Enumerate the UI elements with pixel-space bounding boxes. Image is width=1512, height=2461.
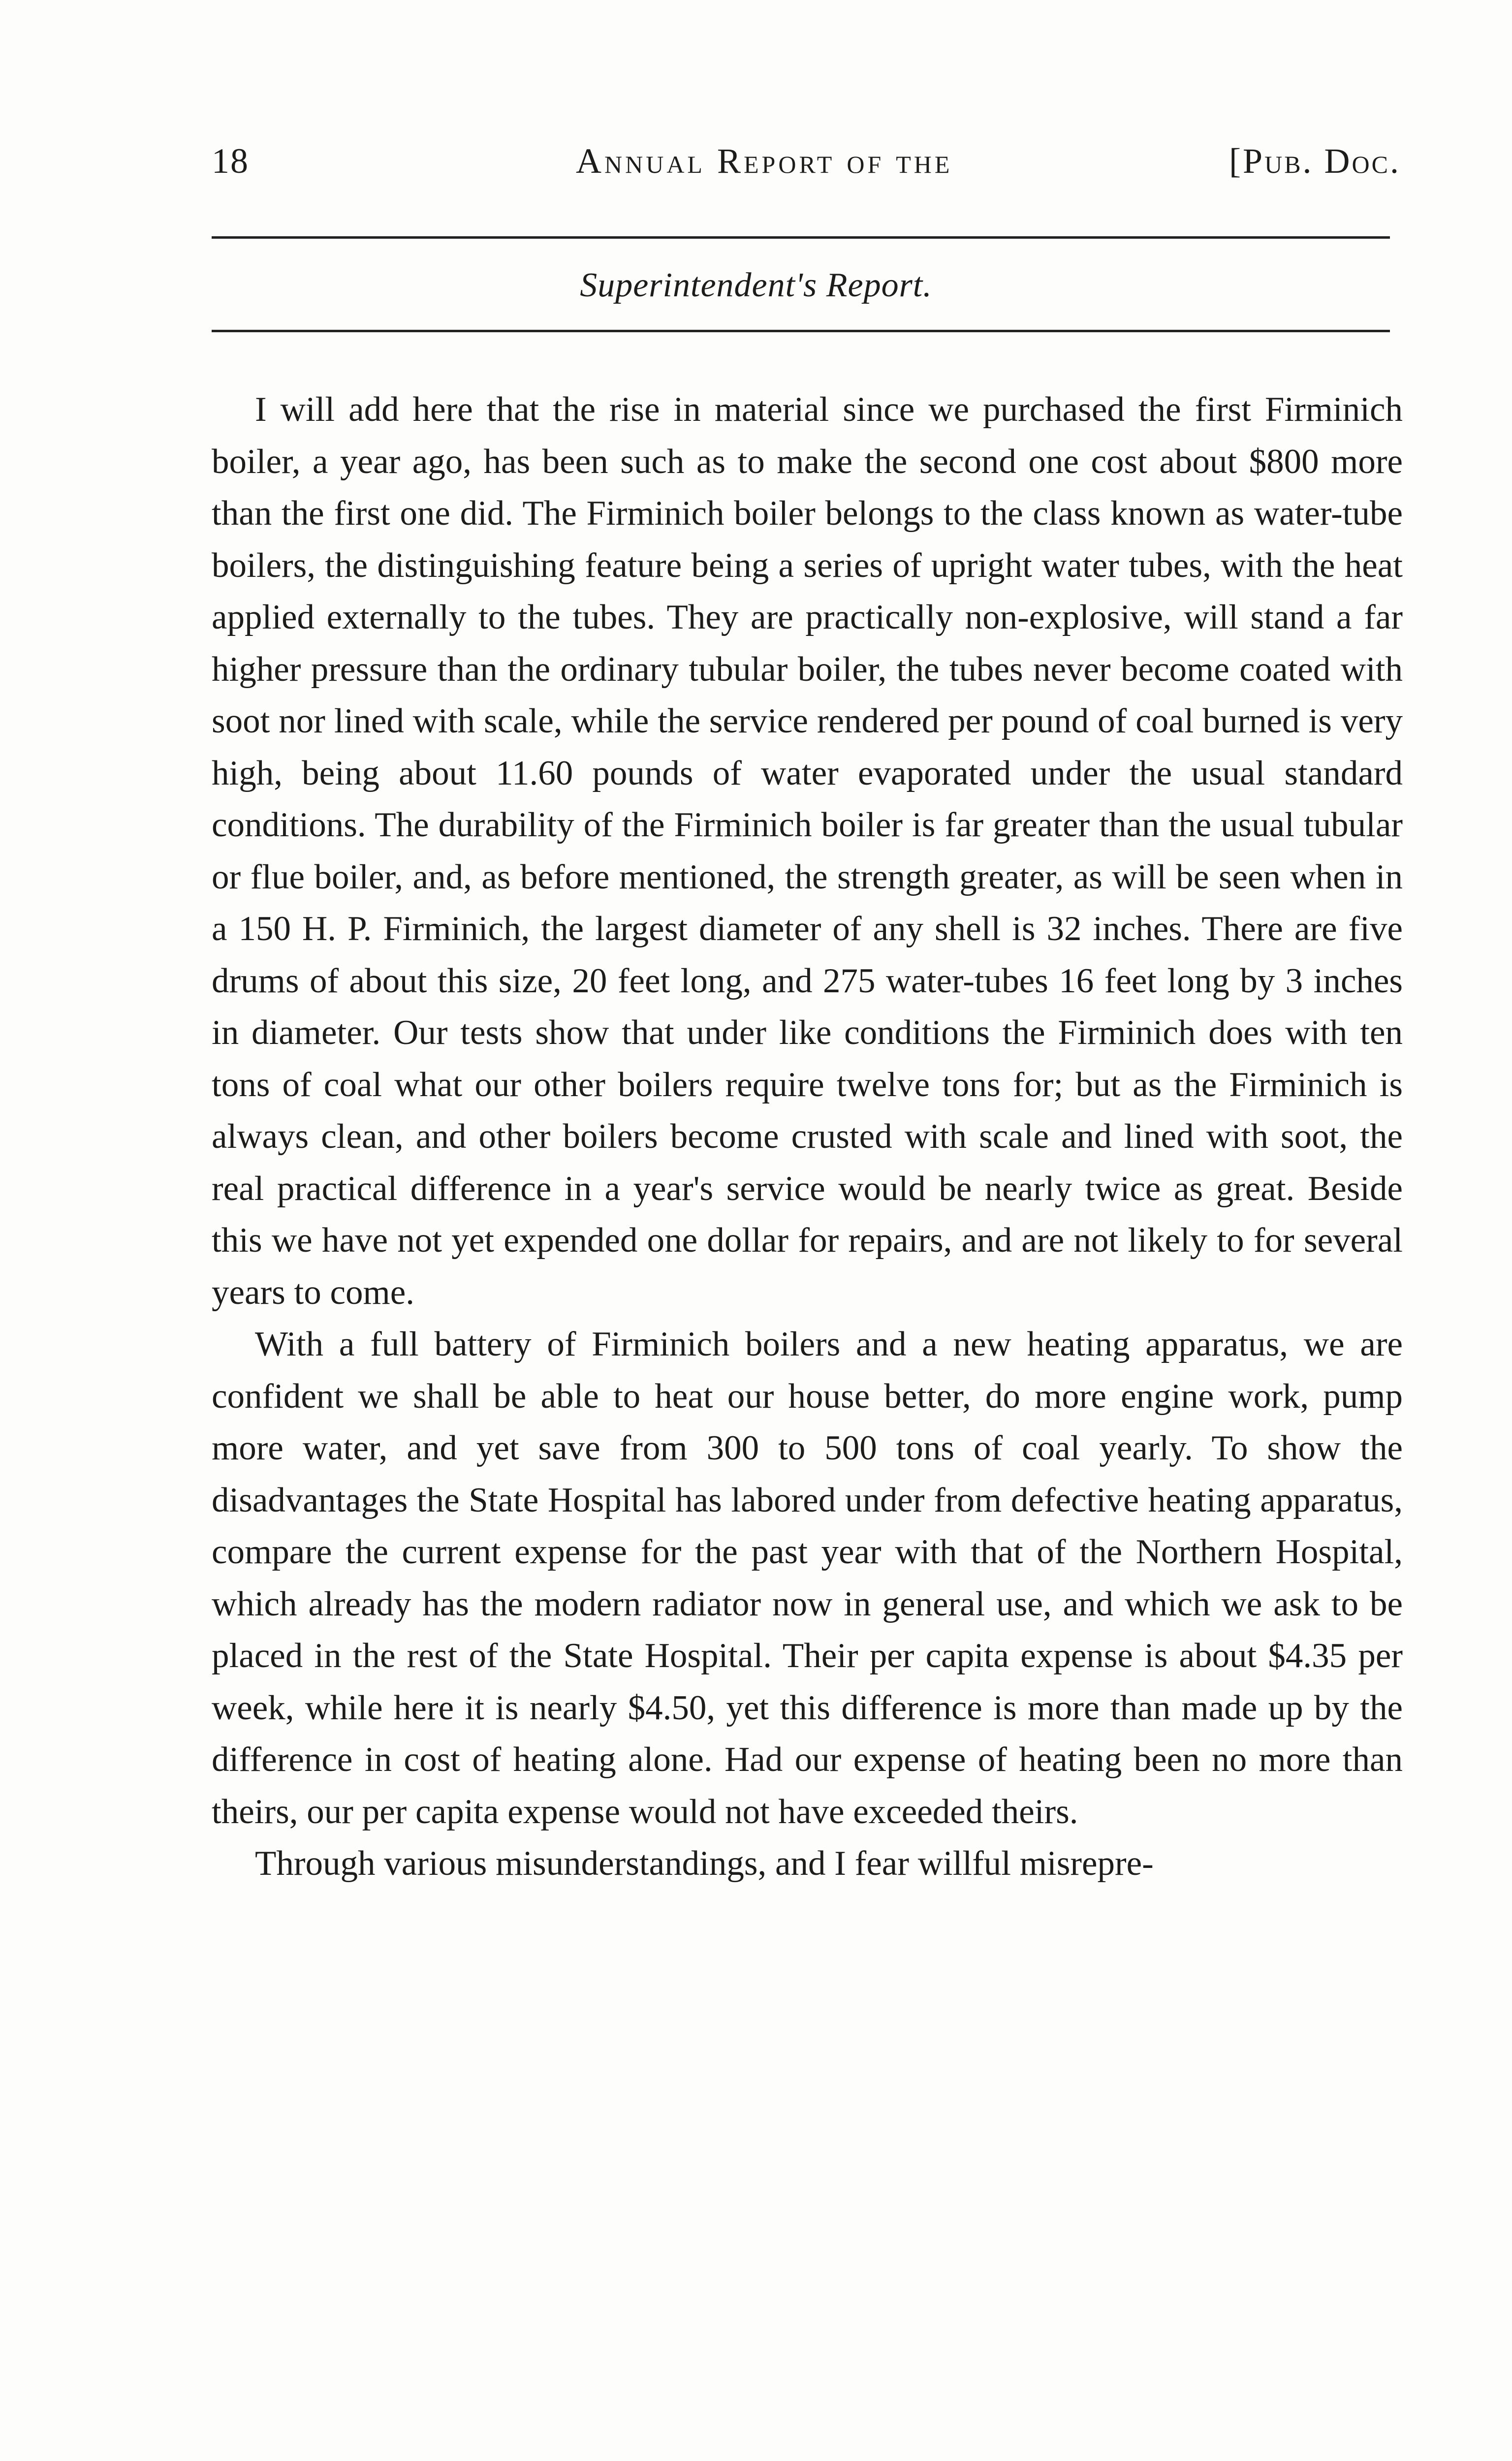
document-reference: [Pub. Doc. [1229, 141, 1401, 181]
page-number: 18 [212, 141, 249, 181]
section-title: Superintendent's Report. [580, 266, 932, 304]
running-head [212, 141, 1413, 195]
paragraph-boiler-description: I will add here that the rise in material since we purchased the first Firminich boiler, a year ago, has been such as to make the second one cost about $800 more than the first one did. The Firminich boiler belongs to the class known as water-tube boilers, the distinguishing feature being a series of upright water tubes, with the heat applied externally to the tubes. They are practically non-explosive, will stand a far higher pressure than the ordinary tubular boiler, the tubes never become coated with soot nor lined with scale, while the service rendered per pound of coal burned is very high, being about 11.60 pounds of water evaporated under the usual standard conditions. The durability of the Firminich boiler is far greater than the usual tubular or flue boiler, and, as before mentioned, the strength greater, as will be seen when in a 150 H. P. Firminich, the largest diameter of any shell is 32 inches. There are five drums of about this size, 20 feet long, and 275 water-tubes 16 feet long by 3 inches in diameter. Our tests show that under like conditions the Firminich does with ten tons of coal what our other boilers require twelve tons for; but as the Firminich is always clean, and other boilers become crusted with scale and lined with soot, the real practical difference in a year's service would be nearly twice as great. Beside this we have not yet expended one dollar for repairs, and are not likely to for several years to come. [212, 390, 1403, 1312]
header-rule-top [212, 236, 1390, 239]
paragraph-misunderstandings: Through various misunderstandings, and I fear willful misrepre- [255, 1844, 1154, 1883]
running-title: Annual Report of the [576, 141, 953, 181]
header-rule-bottom [212, 330, 1390, 332]
body-text [212, 384, 1403, 1890]
paragraph-heating-apparatus: With a full battery of Firminich boilers and a new heating apparatus, we are confident we shall be able to heat our house better, do more engine work, pump more water, and yet save from 300 to 500 tons of coal yearly. To show the disadvantages the State Hospital has labored under from defective heating apparatus, compare the current expense for the past year with that of the Northern Hospital, which already has the modern radiator now in general use, and which we ask to be placed in the rest of the State Hospital. Their per capita expense is about $4.35 per week, while here it is nearly $4.50, yet this difference is more than made up by the difference in cost of heating alone. Had our expense of heating been no more than theirs, our per capita expense would not have exceeded theirs. [212, 1325, 1403, 1831]
